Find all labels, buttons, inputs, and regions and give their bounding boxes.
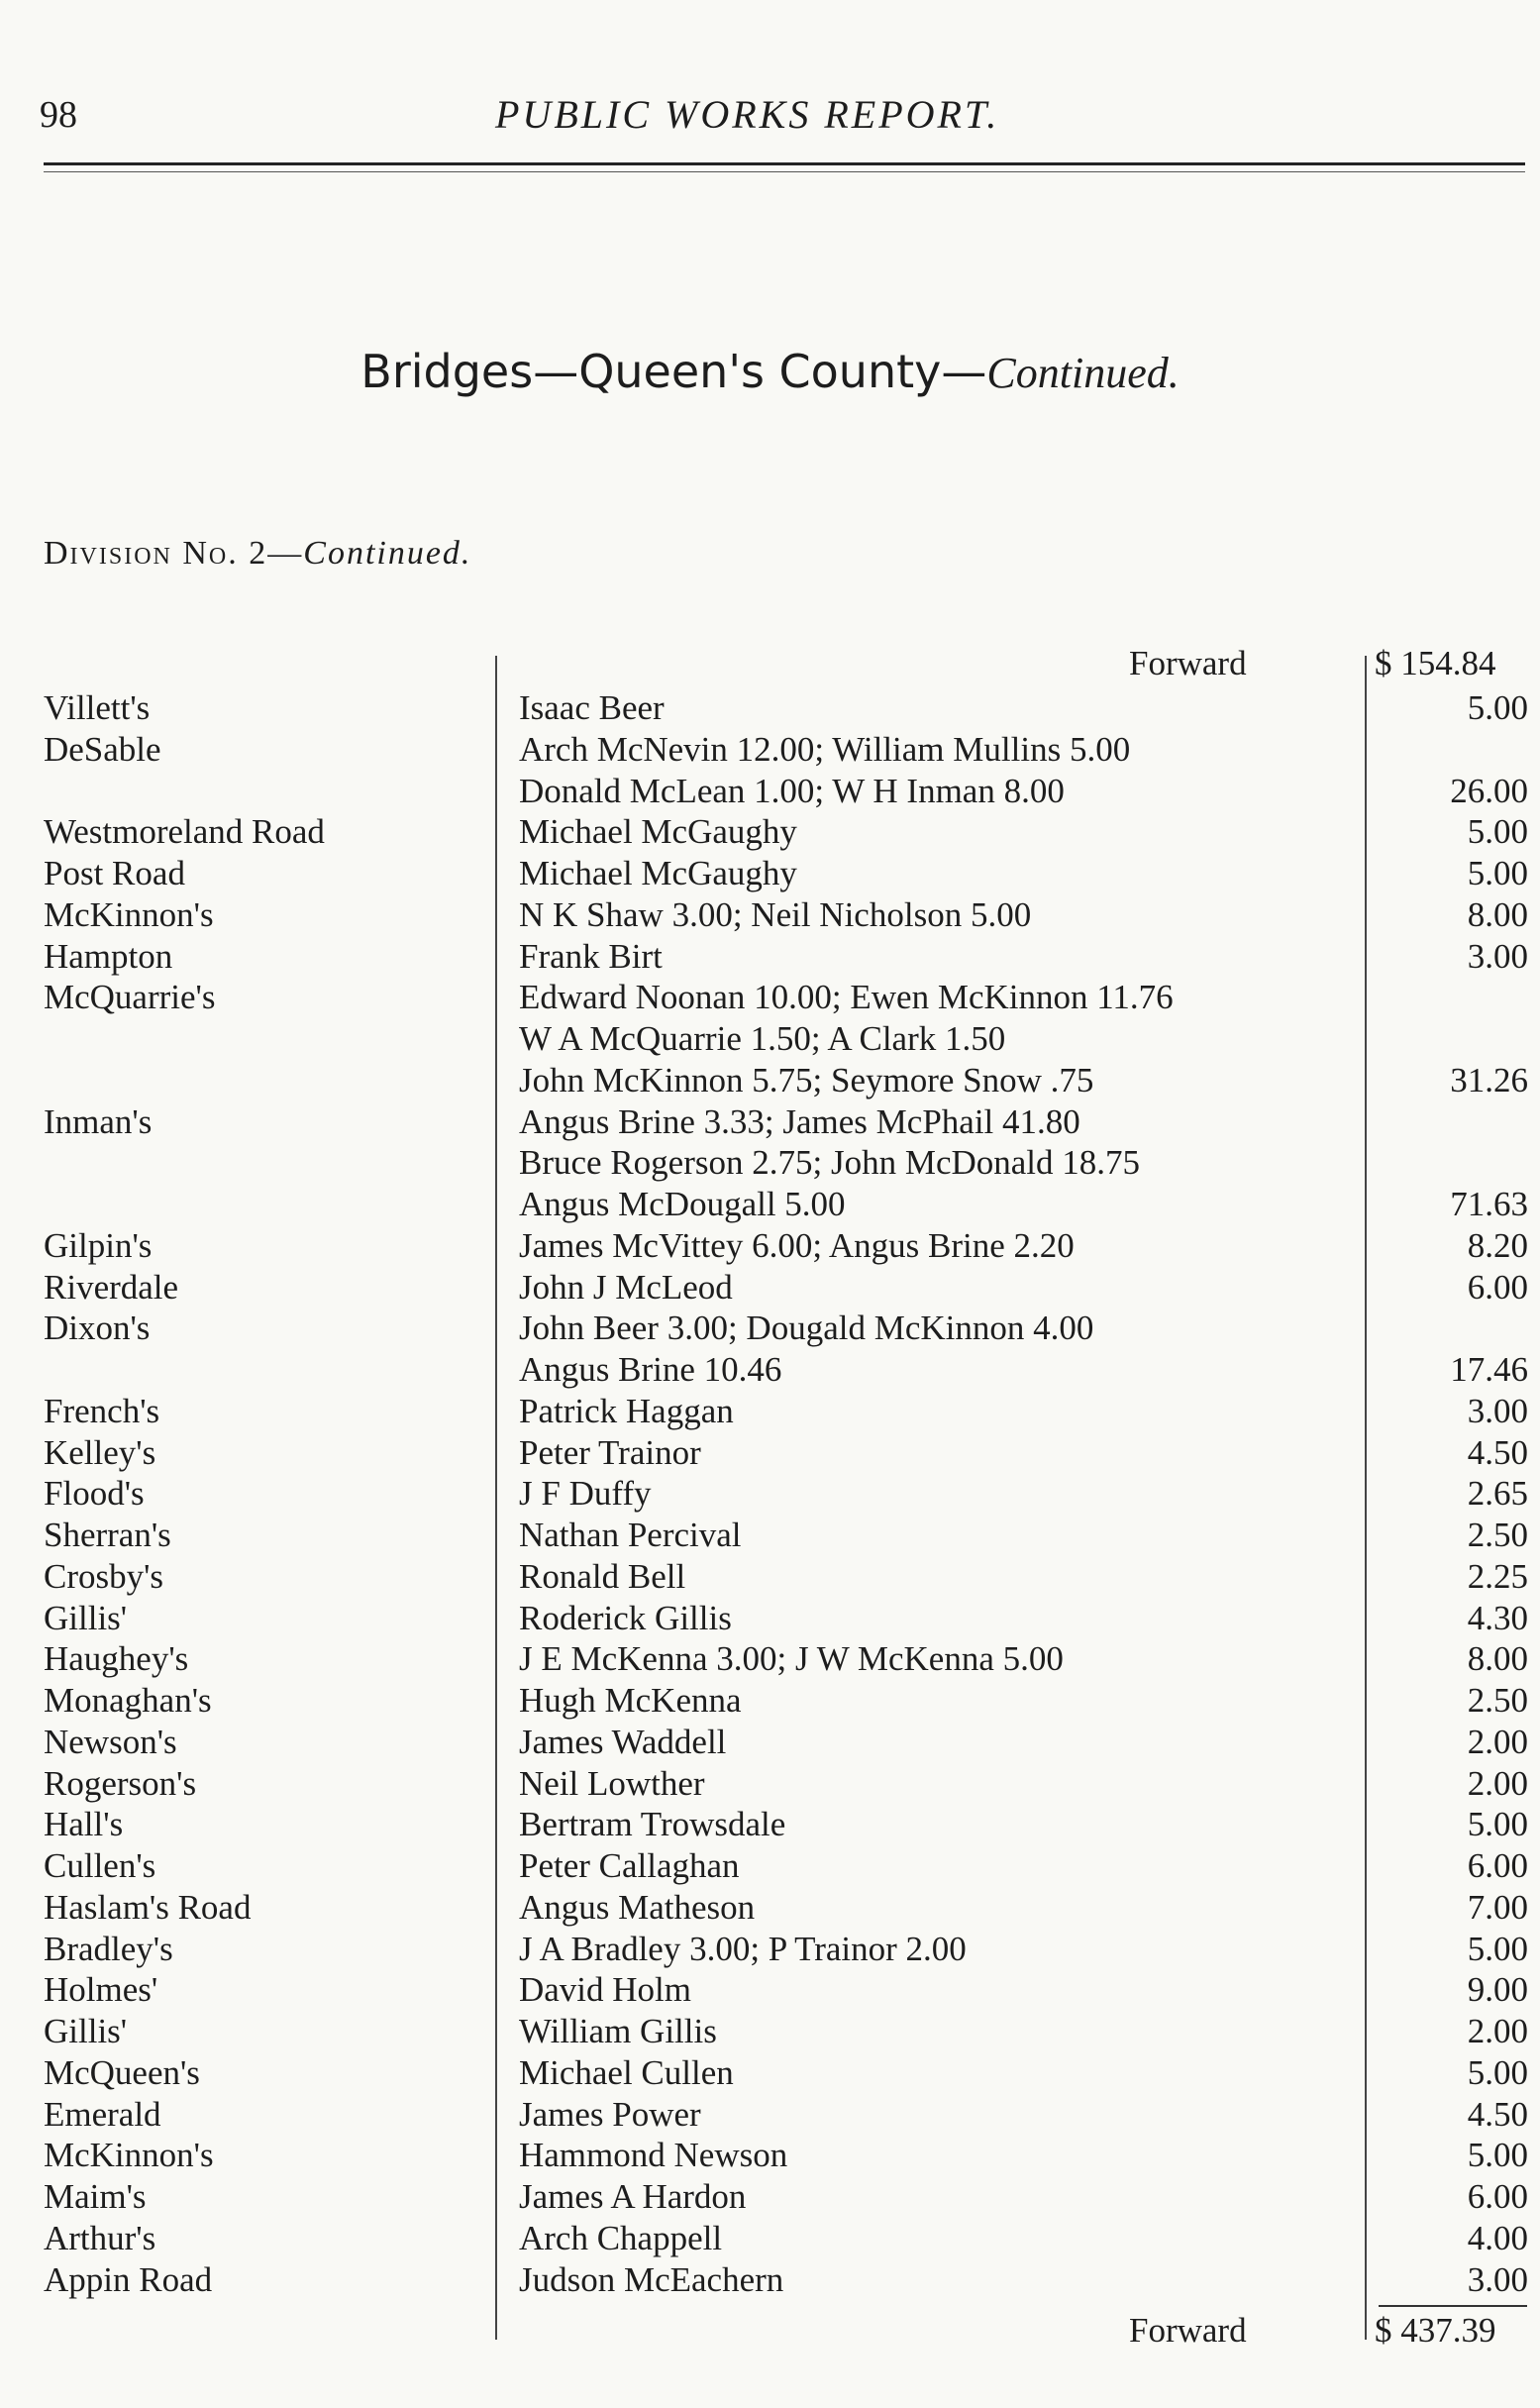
row-payee: John J McLeod [519, 1267, 733, 1307]
row-amount: 3.00 [1467, 2259, 1528, 2299]
row-amount: 6.00 [1467, 1846, 1528, 1885]
row-place: French's [44, 1391, 160, 1430]
division-heading [44, 535, 471, 573]
table-row [0, 1142, 1540, 1184]
ledger-table [0, 687, 1540, 2300]
row-payee: Patrick Haggan [519, 1391, 734, 1430]
table-row [0, 977, 1540, 1018]
row-place: Haslam's Road [44, 1887, 252, 1927]
row-amount: 2.50 [1467, 1516, 1528, 1554]
table-row [0, 811, 1540, 853]
row-payee: John McKinnon 5.75; Seymore Snow .75 [519, 1060, 1094, 1099]
row-amount: 3.00 [1467, 936, 1528, 976]
row-amount: 8.00 [1467, 1639, 1528, 1679]
table-row [0, 1845, 1540, 1887]
row-payee: Arch McNevin 12.00; William Mullins 5.00 [519, 729, 1131, 769]
row-amount: 2.25 [1467, 1556, 1528, 1596]
table-row [0, 894, 1540, 936]
table-row [0, 2094, 1540, 2136]
table-row [0, 853, 1540, 894]
forward-bottom-row [0, 2311, 1540, 2353]
table-row [0, 1267, 1540, 1309]
page-number: 98 [40, 94, 77, 136]
row-place: Haughey's [44, 1639, 189, 1679]
row-amount: 2.00 [1467, 1722, 1528, 1761]
table-row [0, 2011, 1540, 2052]
forward-top-row [0, 644, 1540, 685]
row-place: Hall's [44, 1805, 124, 1844]
row-amount: 4.30 [1467, 1598, 1528, 1637]
row-payee: Ronald Bell [519, 1556, 686, 1596]
table-row [0, 1638, 1540, 1680]
table-row [0, 2052, 1540, 2094]
row-amount: 5.00 [1467, 1929, 1528, 1968]
row-payee: David Holm [519, 1970, 692, 2010]
row-place: McQueen's [44, 2052, 200, 2092]
row-payee: Angus Brine 10.46 [519, 1350, 782, 1389]
row-payee: Judson McEachern [519, 2259, 784, 2299]
row-place: Westmoreland Road [44, 812, 325, 852]
table-row [0, 1804, 1540, 1845]
row-payee: Angus Matheson [519, 1887, 756, 1927]
row-payee: Arch Chappell [519, 2218, 723, 2257]
table-row [0, 1473, 1540, 1515]
table-row [0, 1969, 1540, 2011]
row-amount: 5.00 [1467, 2136, 1528, 2175]
row-payee: James Waddell [519, 1722, 727, 1761]
row-amount: 2.00 [1467, 1763, 1528, 1803]
row-payee: Michael McGaughy [519, 812, 797, 852]
row-payee: James McVittey 6.00; Angus Brine 2.20 [519, 1225, 1075, 1265]
row-place: Post Road [44, 854, 185, 892]
row-place: Gilpin's [44, 1225, 153, 1265]
row-place: Rogerson's [44, 1763, 197, 1803]
row-amount: 6.00 [1467, 2177, 1528, 2216]
row-amount: 4.50 [1467, 2094, 1528, 2134]
row-payee: Roderick Gillis [519, 1598, 732, 1637]
row-payee: Hugh McKenna [519, 1681, 742, 1720]
row-place: DeSable [44, 729, 161, 769]
row-place: Inman's [44, 1101, 153, 1141]
row-amount: 5.00 [1467, 688, 1528, 727]
row-place: Maim's [44, 2177, 147, 2216]
table-row [0, 1391, 1540, 1432]
table-row [0, 2259, 1540, 2301]
row-place: McQuarrie's [44, 978, 216, 1017]
table-row [0, 1887, 1540, 1929]
table-row [0, 2218, 1540, 2259]
row-payee: Angus McDougall 5.00 [519, 1185, 846, 1223]
running-head: PUBLIC WORKS REPORT. [495, 92, 1000, 137]
row-payee: Angus Brine 3.33; James McPhail 41.80 [519, 1101, 1080, 1141]
row-payee: Frank Birt [519, 936, 663, 976]
table-row [0, 1184, 1540, 1225]
forward-top-label: Forward [1129, 644, 1247, 682]
table-row [0, 2176, 1540, 2218]
table-row [0, 1101, 1540, 1143]
row-amount: 4.00 [1467, 2218, 1528, 2257]
table-row [0, 687, 1540, 729]
row-place: Kelley's [44, 1432, 156, 1472]
row-place: McKinnon's [44, 894, 214, 934]
sum-rule [1379, 2305, 1527, 2307]
row-payee: J E McKenna 3.00; J W McKenna 5.00 [519, 1639, 1064, 1679]
table-row [0, 1515, 1540, 1556]
row-payee: J F Duffy [519, 1474, 652, 1514]
row-amount: 9.00 [1467, 1970, 1528, 2010]
row-payee: Bruce Rogerson 2.75; John McDonald 18.75 [519, 1143, 1141, 1183]
row-place: Newson's [44, 1722, 177, 1761]
table-row [0, 1060, 1540, 1101]
row-amount: 8.00 [1467, 894, 1528, 934]
row-payee: Neil Lowther [519, 1763, 705, 1803]
header-rule [44, 162, 1525, 165]
row-payee: W A McQuarrie 1.50; A Clark 1.50 [519, 1019, 1006, 1058]
table-row [0, 1018, 1540, 1060]
row-amount: 2.65 [1467, 1474, 1528, 1514]
row-payee: Michael Cullen [519, 2052, 734, 2092]
row-payee: J A Bradley 3.00; P Trainor 2.00 [519, 1929, 967, 1968]
table-row [0, 1763, 1540, 1805]
row-amount: 2.50 [1467, 1681, 1528, 1720]
row-place: Emerald [44, 2094, 161, 2134]
row-amount: 26.00 [1450, 771, 1528, 810]
row-payee: John Beer 3.00; Dougald McKinnon 4.00 [519, 1309, 1094, 1348]
row-amount: 31.26 [1450, 1060, 1528, 1099]
table-row [0, 2135, 1540, 2176]
row-place: Riverdale [44, 1267, 179, 1307]
row-place: Gillis' [44, 2012, 128, 2050]
table-row [0, 1929, 1540, 1970]
division-continued: Continued. [303, 535, 472, 572]
row-payee: James A Hardon [519, 2177, 747, 2216]
row-amount: 5.00 [1467, 854, 1528, 892]
row-place: McKinnon's [44, 2136, 214, 2175]
row-amount: 8.20 [1467, 1225, 1528, 1265]
row-place: Dixon's [44, 1309, 151, 1348]
table-row [0, 1432, 1540, 1474]
row-place: Appin Road [44, 2259, 213, 2299]
row-payee: Donald McLean 1.00; W H Inman 8.00 [519, 771, 1065, 810]
row-place: Arthur's [44, 2218, 156, 2257]
row-amount: 3.00 [1467, 1391, 1528, 1430]
section-title [0, 345, 1540, 398]
row-payee: Hammond Newson [519, 2136, 788, 2175]
row-amount: 2.00 [1467, 2012, 1528, 2050]
table-row [0, 1680, 1540, 1722]
table-row [0, 1722, 1540, 1763]
row-payee: Michael McGaughy [519, 854, 797, 892]
table-row [0, 729, 1540, 771]
table-row [0, 1556, 1540, 1598]
row-place: Crosby's [44, 1556, 164, 1596]
section-title-continued: Continued. [986, 349, 1180, 397]
row-payee: Nathan Percival [519, 1516, 742, 1554]
row-payee: Isaac Beer [519, 688, 665, 727]
row-payee: Peter Callaghan [519, 1846, 740, 1885]
row-amount: 5.00 [1467, 812, 1528, 852]
table-row [0, 1598, 1540, 1639]
table-row [0, 936, 1540, 978]
table-row [0, 1225, 1540, 1267]
row-amount: 4.50 [1467, 1432, 1528, 1472]
forward-bottom-label: Forward [1129, 2311, 1247, 2350]
row-amount: 7.00 [1467, 1887, 1528, 1927]
row-place: Monaghan's [44, 1681, 212, 1720]
table-row [0, 1349, 1540, 1391]
row-place: Bradley's [44, 1929, 173, 1968]
row-place: Cullen's [44, 1846, 156, 1885]
row-payee: Bertram Trowsdale [519, 1805, 786, 1844]
row-amount: 17.46 [1450, 1350, 1528, 1389]
table-row [0, 771, 1540, 812]
table-row [0, 1308, 1540, 1349]
row-amount: 5.00 [1467, 1805, 1528, 1844]
row-place: Gillis' [44, 1598, 128, 1637]
row-place: Villett's [44, 688, 151, 727]
row-amount: 6.00 [1467, 1267, 1528, 1307]
row-payee: Peter Trainor [519, 1432, 701, 1472]
division-label: Division No. 2— [44, 535, 304, 572]
row-payee: James Power [519, 2094, 701, 2134]
row-amount: 5.00 [1467, 2052, 1528, 2092]
row-payee: Edward Noonan 10.00; Ewen McKinnon 11.76 [519, 978, 1174, 1017]
forward-bottom-amount: $ 437.39 [1375, 2311, 1496, 2350]
header-rule-thin [44, 171, 1525, 172]
row-place: Sherran's [44, 1516, 171, 1554]
section-title-main: Bridges—Queen's County— [360, 345, 987, 398]
row-place: Flood's [44, 1474, 145, 1514]
row-amount: 71.63 [1450, 1185, 1528, 1223]
row-place: Hampton [44, 936, 173, 976]
row-place: Holmes' [44, 1970, 158, 2010]
forward-top-amount: $ 154.84 [1375, 644, 1496, 682]
row-payee: William Gillis [519, 2012, 717, 2050]
row-payee: N K Shaw 3.00; Neil Nicholson 5.00 [519, 894, 1032, 934]
